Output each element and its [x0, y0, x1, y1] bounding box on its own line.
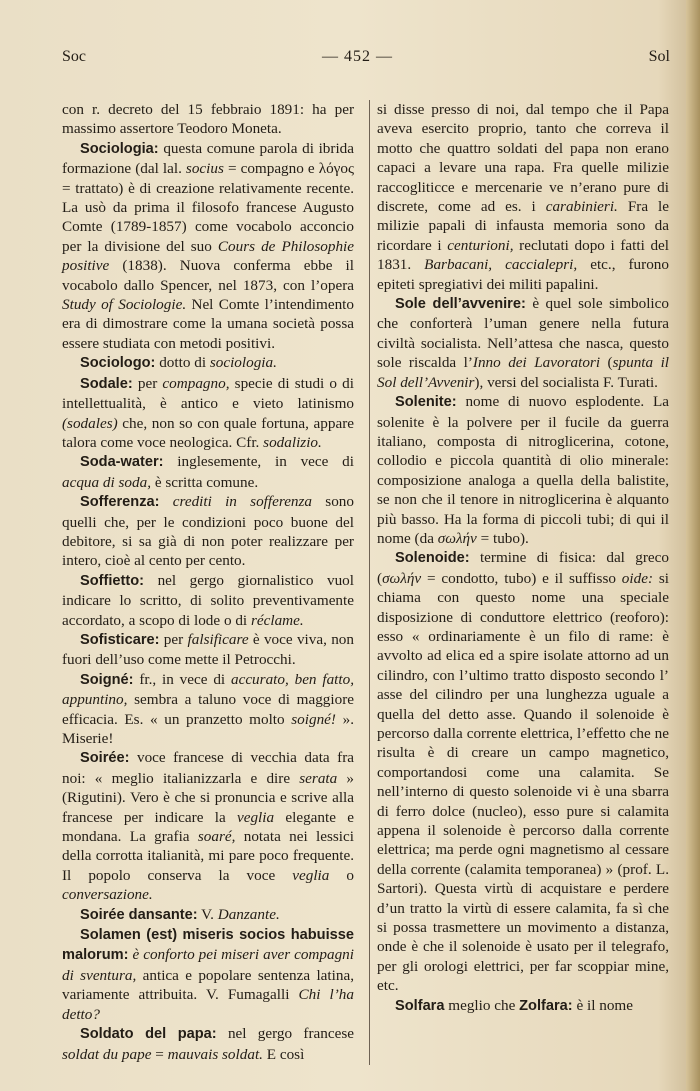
italic-text: acqua di soda,	[62, 473, 152, 491]
body-text: elegante e mondana. La grafia	[62, 808, 354, 846]
headword: Soffietto:	[80, 572, 145, 589]
italic-text: Chi l’ha detto?	[62, 986, 354, 1023]
italic-text: serata	[299, 769, 338, 787]
dictionary-entry	[62, 374, 354, 453]
body-text: è scritta comune.	[151, 473, 259, 491]
body-text: nome di nuovo esplodente. La solenite è la polvere per il fucile da guerra italiano, composta di nitroglicerina, cotone, collodio e piccola quantità di olio minerale: composizione analoga a quella della balistite, se non che il tenore in nitroglicerina è alquanto più basso. Ha la forma di piccoli tubi; di qui il nome (da	[377, 393, 669, 547]
body-text: » (Rigutini). Vero è che si pronuncia e scrive alla francese per indicare la	[62, 769, 355, 826]
dictionary-entry	[62, 748, 354, 904]
body-text: etc., furono epiteti spregiativi dei militi papalini.	[377, 256, 669, 293]
dictionary-entry	[377, 996, 669, 1016]
left-column	[62, 100, 354, 1064]
dictionary-entry	[62, 139, 354, 353]
body-text: per	[132, 374, 163, 392]
body-text: reclutati dopo i fatti del 1831.	[377, 236, 669, 274]
italic-text: oide:	[621, 569, 654, 587]
headword: Zolfara:	[519, 997, 573, 1014]
italic-text: spunta il Sol dell’Avvenir	[377, 354, 670, 391]
body-text: questa comune parola di ibrida formazione (dal lal.	[62, 139, 354, 178]
headword: Soirée dansante:	[80, 906, 198, 923]
headword: Soda-water:	[80, 454, 164, 471]
body-text: = compagno e λόγος = trattato) è di creazione relativamente recente. La usò da prima il filosofo francese Augusto Comte (1789-1857) come vocabolo acconcio per la divisione del suo	[62, 160, 354, 255]
italic-text: carabinieri.	[545, 198, 618, 216]
headword: Sodale:	[80, 375, 133, 392]
dictionary-entry	[62, 353, 354, 373]
dictionary-entry	[377, 392, 669, 548]
body-text: è quel sole simbolico che conforterà l’uman genere nella futura civiltà socialista. Nell’attesa che nasca, questo sole riscalda l’	[377, 295, 669, 372]
dictionary-entry	[62, 670, 354, 749]
running-header	[62, 48, 670, 72]
body-text: nel gergo francese	[216, 1025, 354, 1043]
italic-text: soaré,	[197, 828, 236, 846]
body-text: Fra le milizie papali di infausta memoria sono da ricordare i	[377, 198, 669, 254]
italic-text: σωλήν	[382, 569, 422, 587]
body-text: (1838). Nuova conferma ebbe il vocabolo dallo Spencer, nel 1873, con l’opera	[62, 257, 354, 294]
italic-text: centurioni,	[447, 236, 514, 254]
body-text: o	[329, 866, 354, 884]
headword: Solenoide:	[395, 550, 470, 567]
italic-text: Danzante.	[217, 905, 280, 923]
dictionary-entry	[62, 492, 354, 571]
body-text: fr., in vece di	[133, 670, 231, 688]
right-column	[377, 100, 669, 1016]
dictionary-entry	[62, 925, 354, 1024]
headword: Sole dell’avvenire:	[395, 296, 526, 313]
italic-text: compagno,	[162, 374, 230, 392]
body-text: (	[600, 354, 613, 372]
continued-paragraph	[377, 100, 669, 294]
headword: Solfara	[395, 997, 445, 1014]
body-text: è il nome	[572, 996, 633, 1014]
body-text: meglio che	[444, 996, 520, 1014]
italic-text: sociologia.	[209, 354, 277, 372]
body-text: che, non so con quale fortuna, appare talora come voce neologica. Cfr.	[62, 414, 354, 451]
italic-text: Study of Sociologie.	[62, 296, 187, 314]
body-text: =	[151, 1045, 168, 1063]
body-text: per	[159, 630, 188, 648]
body-text: sono quelli che, per le condizioni poco buone del debitore, si sa già di non poter realizzare per intero, cioè al cento per cento.	[62, 493, 354, 570]
body-text	[159, 493, 172, 510]
italic-text: sodalizio.	[263, 433, 322, 451]
body-text: dotto di	[155, 354, 210, 372]
body-text: notata nei lessici della corrotta italianità, mi pare poco frequente. Il popolo conserva la voce	[62, 828, 354, 884]
body-text: ». Miserie!	[62, 710, 355, 747]
body-text: si chiama con questo nome una speciale disposizione di conduttore elettrico (reoforo): esso « ordinariamente è un filo di rame: è avvolto ad elica ed a spire isolate attorno ad un cilindro, con l’ultimo tratto disposto secondo l’ asse del cilindro per una lunghezza uguale a quella del detto asse. Quando il solenoide è percorso dalla corrente elettrica, l’effetto che ne risulta è di creare un campo magnetico, comportandosi come una calamita. Se nell’interno di questo solenoide vi è una sbarra di ferro dolce (nucleo), esso pure si calamita appena il solenoide è percorso dalla corrente elettrica; ma perde ogni magnetismo al cessare della corrente (calamita temporanea) » (prof. L. Sartori). Questa virtù di acquistare e perdere d’un tratto la virtù di essere calamita, fa sì che si possa trasmettere un movimento a distanza, onde è che il solenoide è usato per il telegrafo, per gli orologi elettrici, per far scoppiar mine, etc.	[377, 569, 669, 995]
italic-text: Inno dei Lavoratori	[472, 354, 601, 372]
dictionary-entry	[377, 548, 669, 995]
dictionary-entry	[62, 630, 354, 670]
body-text: nel gergo giornalistico vuol indicare lo scritto, di solito preventivamente accordato, a scopo di lode o di	[62, 571, 354, 629]
italic-text: σωλήν	[437, 529, 477, 547]
italic-text: accurato, ben fatto, appuntino,	[62, 670, 354, 709]
italic-text: crediti in sofferenza	[172, 493, 313, 511]
italic-text: veglia	[236, 808, 275, 826]
headword: Solenite:	[395, 394, 457, 411]
headword: Soldato del papa:	[80, 1026, 217, 1043]
body-text: specie di studi o di intellettualità, è antico e vieto latinismo	[62, 374, 354, 413]
column-divider	[369, 100, 370, 1065]
italic-text: conversazione.	[62, 886, 153, 904]
header-left-guide-word: Soc	[62, 48, 86, 65]
body-text: termine di fisica: dal greco (	[377, 549, 669, 587]
headword: Soirée:	[80, 750, 130, 767]
body-text: si disse presso di noi, dal tempo che il Papa aveva esercito proprio, tanto che correva il motto che quattro soldati del papa non erano capaci a levare una rapa. Fra quelle milizie raccogliticce e mercenarie ve n’erano pure di discrete, come ad es. i	[377, 101, 669, 216]
headword: Sofisticare:	[80, 631, 160, 648]
italic-text: Cours de Philosophie positive	[62, 237, 354, 275]
body-text: con r. decreto del 15 febbraio 1891: ha per massimo assertore Teodoro Moneta.	[62, 101, 354, 138]
dictionary-entry	[62, 905, 354, 925]
body-text: sembra a taluno voce di maggiore efficacia. Es. « un pranzetto molto	[62, 691, 354, 728]
headword: Sofferenza:	[80, 494, 160, 511]
headword: Soigné:	[80, 671, 134, 688]
body-text: voce francese di vecchia data fra noi: « meglio italianizzarla e dire	[62, 749, 354, 787]
header-right-guide-word: Sol	[648, 48, 670, 65]
body-text: E così	[262, 1045, 305, 1063]
body-text: inglesemente, in vece di	[163, 453, 354, 471]
headword: Sociologo:	[80, 355, 156, 372]
page-edge	[686, 0, 700, 1091]
headword: Solamen (est) miseris socios habuisse malorum:	[62, 927, 354, 964]
dictionary-entry	[62, 571, 354, 630]
italic-text: soigné!	[291, 710, 336, 728]
italic-text: socius	[185, 160, 224, 178]
body-text: = tubo).	[476, 529, 529, 547]
page-number: — 452 —	[322, 48, 393, 65]
italic-text: Barbacani, caccialepri,	[424, 256, 578, 274]
body-text: è voce viva, non fuori dell’uso come mette il Petrocchi.	[62, 630, 354, 669]
italic-text: (sodales)	[62, 414, 118, 432]
headword: Sociologia:	[80, 140, 159, 157]
italic-text: mauvais soldat.	[167, 1045, 263, 1063]
body-text: antica e popolare sentenza latina, variamente attribuita. V. Fumagalli	[62, 966, 354, 1004]
italic-text: veglia	[292, 866, 330, 884]
dictionary-entry	[62, 452, 354, 492]
dictionary-entry	[377, 294, 669, 392]
italic-text: falsificare	[187, 630, 249, 648]
continued-paragraph	[62, 100, 354, 139]
body-text: Nel Comte l’intendimento era di dimostrare come la umana società possa essere studiata con metodi positivi.	[62, 296, 354, 352]
italic-text: è conforto pei miseri aver compagni di sventura,	[62, 946, 354, 984]
italic-text: soldat du pape	[62, 1045, 152, 1063]
body-text: = condotto, tubo) e il suffisso	[421, 569, 622, 587]
dictionary-entry	[62, 1024, 354, 1064]
italic-text: réclame.	[250, 611, 304, 629]
body-text: ), versi del socialista F. Turati.	[474, 373, 658, 391]
body-text: V.	[197, 905, 218, 923]
